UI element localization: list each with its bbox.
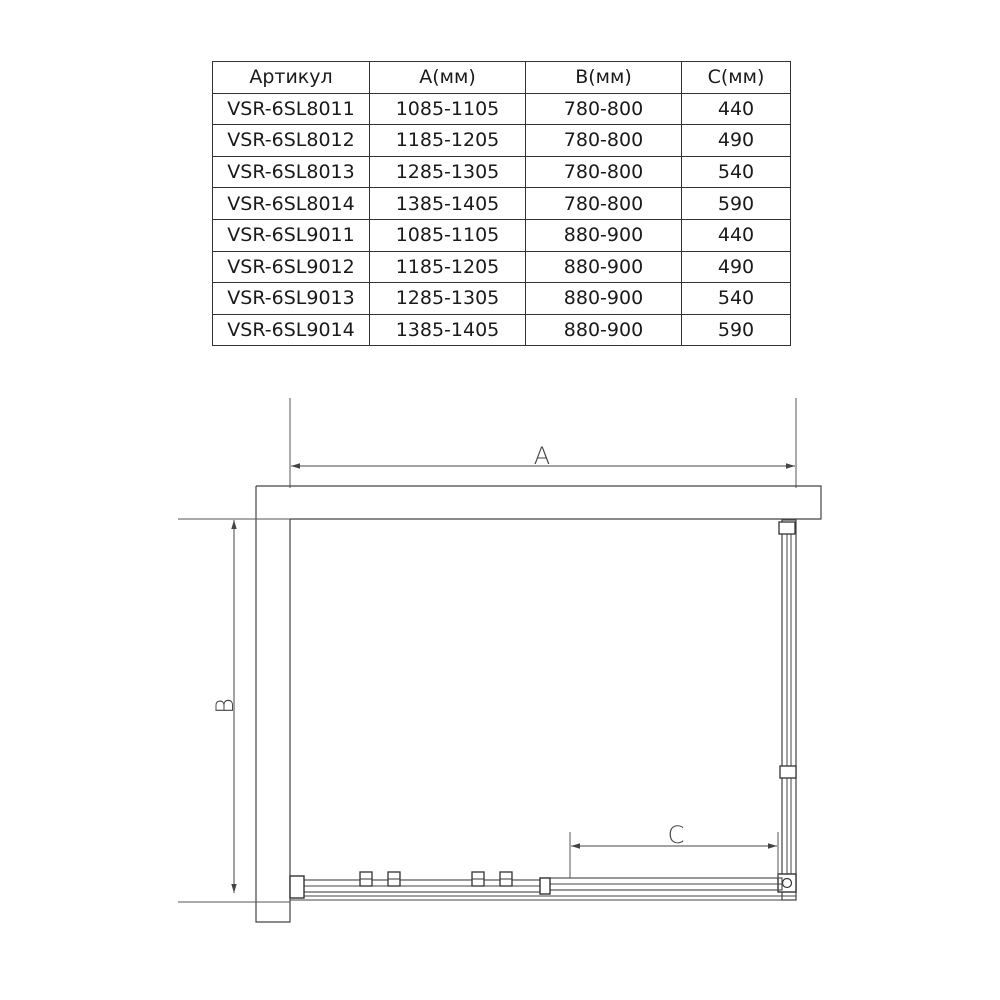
dimension-label-c: C: [667, 821, 685, 849]
right-glass-panel: [782, 520, 796, 900]
cell-a: 1085-1105: [370, 93, 526, 125]
cell-b: 880-900: [526, 314, 682, 346]
cell-b: 780-800: [526, 93, 682, 125]
cell-b: 880-900: [526, 251, 682, 283]
cell-article: VSR-6SL9012: [213, 251, 370, 283]
cell-c: 540: [682, 283, 791, 315]
cell-b: 880-900: [526, 283, 682, 315]
cell-article: VSR-6SL8013: [213, 156, 370, 188]
cell-c: 490: [682, 251, 791, 283]
left-wall-profile: [290, 876, 304, 898]
cell-a: 1385-1405: [370, 188, 526, 220]
cell-c: 590: [682, 314, 791, 346]
header-b: B(мм): [526, 62, 682, 94]
cell-a: 1185-1205: [370, 125, 526, 157]
roller-icon: [388, 872, 400, 886]
right-middle-bracket: [780, 766, 796, 778]
cell-c: 490: [682, 125, 791, 157]
cell-article: VSR-6SL9014: [213, 314, 370, 346]
cell-c: 440: [682, 93, 791, 125]
roller-icon: [360, 872, 372, 886]
header-c: C(мм): [682, 62, 791, 94]
top-wall: [256, 486, 821, 519]
dimension-label-b: B: [211, 698, 239, 714]
cell-b: 780-800: [526, 125, 682, 157]
roller-icon: [472, 872, 484, 886]
cell-b: 780-800: [526, 188, 682, 220]
cell-article: VSR-6SL8011: [213, 93, 370, 125]
cell-b: 880-900: [526, 219, 682, 251]
cell-a: 1285-1305: [370, 156, 526, 188]
roller-icon: [500, 872, 512, 886]
cell-b: 780-800: [526, 156, 682, 188]
door-end-handle: [540, 878, 550, 894]
corner-profile-hinge: [783, 879, 792, 888]
cell-c: 440: [682, 219, 791, 251]
cell-a: 1285-1305: [370, 283, 526, 315]
cell-c: 540: [682, 156, 791, 188]
cell-a: 1185-1205: [370, 251, 526, 283]
cell-a: 1385-1405: [370, 314, 526, 346]
cell-article: VSR-6SL9011: [213, 219, 370, 251]
header-a: A(мм): [370, 62, 526, 94]
left-wall: [256, 486, 290, 922]
dimension-label-a: A: [533, 442, 551, 470]
cell-article: VSR-6SL8012: [213, 125, 370, 157]
header-article: Артикул: [213, 62, 370, 94]
cell-a: 1085-1105: [370, 219, 526, 251]
top-right-bracket: [779, 522, 795, 534]
cell-article: VSR-6SL9013: [213, 283, 370, 315]
cell-c: 590: [682, 188, 791, 220]
cell-article: VSR-6SL8014: [213, 188, 370, 220]
